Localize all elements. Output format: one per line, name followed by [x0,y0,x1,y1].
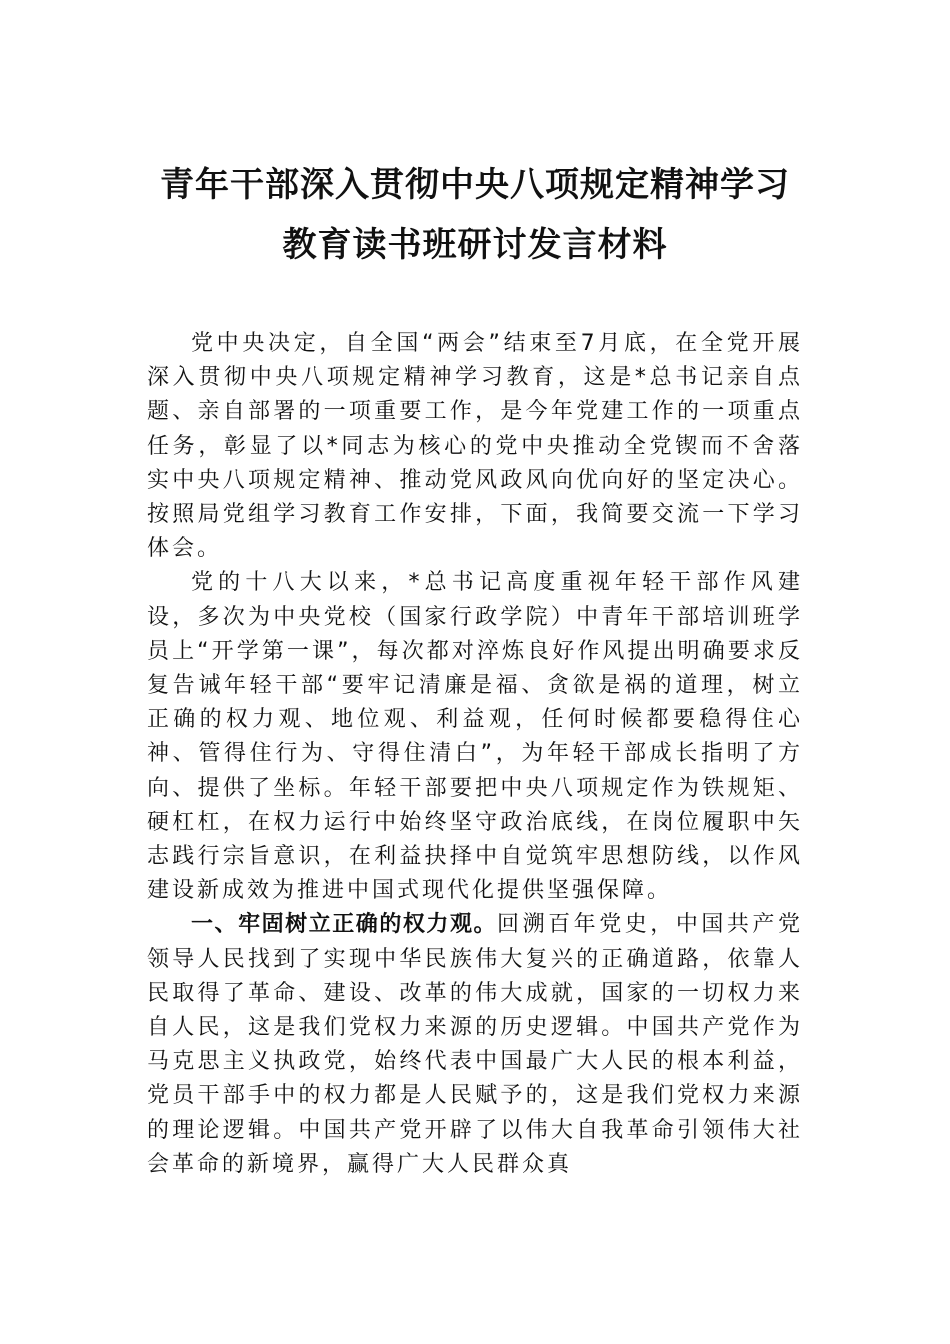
title-line-2: 教育读书班研讨发言材料 [282,225,668,265]
paragraph-text: 回溯百年党史，中国共产党领导人民找到了实现中华民族伟大复兴的正确道路，依靠人民取得了革命、建设、改革的伟大成就，国家的一切权力来自人民，这是我们党权力来源的历史逻辑。中国共产党作为马克思主义执政党，始终代表中国最广大人民的根本利益，党员干部手中的权力都是人民赋予的，这是我们党权力来源的理论逻辑。中国共产党开辟了以伟大自我革命引领伟大社会革命的新境界，赢得广大人民群众真 [147,912,803,1177]
paragraph-intro [147,327,803,566]
section-heading: 一、牢固树立正确的权力观。 [191,912,498,938]
paragraph-text: 党的十八大以来，*总书记高度重视年轻干部作风建设，多次为中央党校（国家行政学院）中青年干部培训班学员上“开学第一课”，每次都对淬炼良好作风提出明确要求反复告诫年轻干部“要牢记清廉是福、贪欲是祸的道理，树立正确的权力观、地位观、利益观，任何时候都要稳得住心神、管得住行为、守得住清白”，为年轻干部成长指明了方向、提供了坐标。年轻干部要把中央八项规定作为铁规矩、硬杠杠，在权力运行中始终坚守政治底线，在岗位履职中矢志践行宗旨意识，在利益抉择中自觉筑牢思想防线，以作风建设新成效为推进中国式现代化提供坚强保障。 [147,570,803,904]
paragraph-text: 党中央决定，自全国“两会”结束至7月底，在全党开展深入贯彻中央八项规定精神学习教育，这是*总书记亲自点题、亲自部署的一项重要工作，是今年党建工作的一项重点任务，彰显了以*同志为核心的党中央推动全党锲而不舍落实中央八项规定精神、推动党风政风向优向好的坚定决心。按照局党组学习教育工作安排，下面，我简要交流一下学习体会。 [147,331,803,562]
document-title [147,155,803,275]
title-line-1: 青年干部深入贯彻中央八项规定精神学习 [160,165,790,205]
document-body [147,327,803,1182]
paragraph-section-1 [147,908,803,1182]
paragraph-background [147,566,803,908]
